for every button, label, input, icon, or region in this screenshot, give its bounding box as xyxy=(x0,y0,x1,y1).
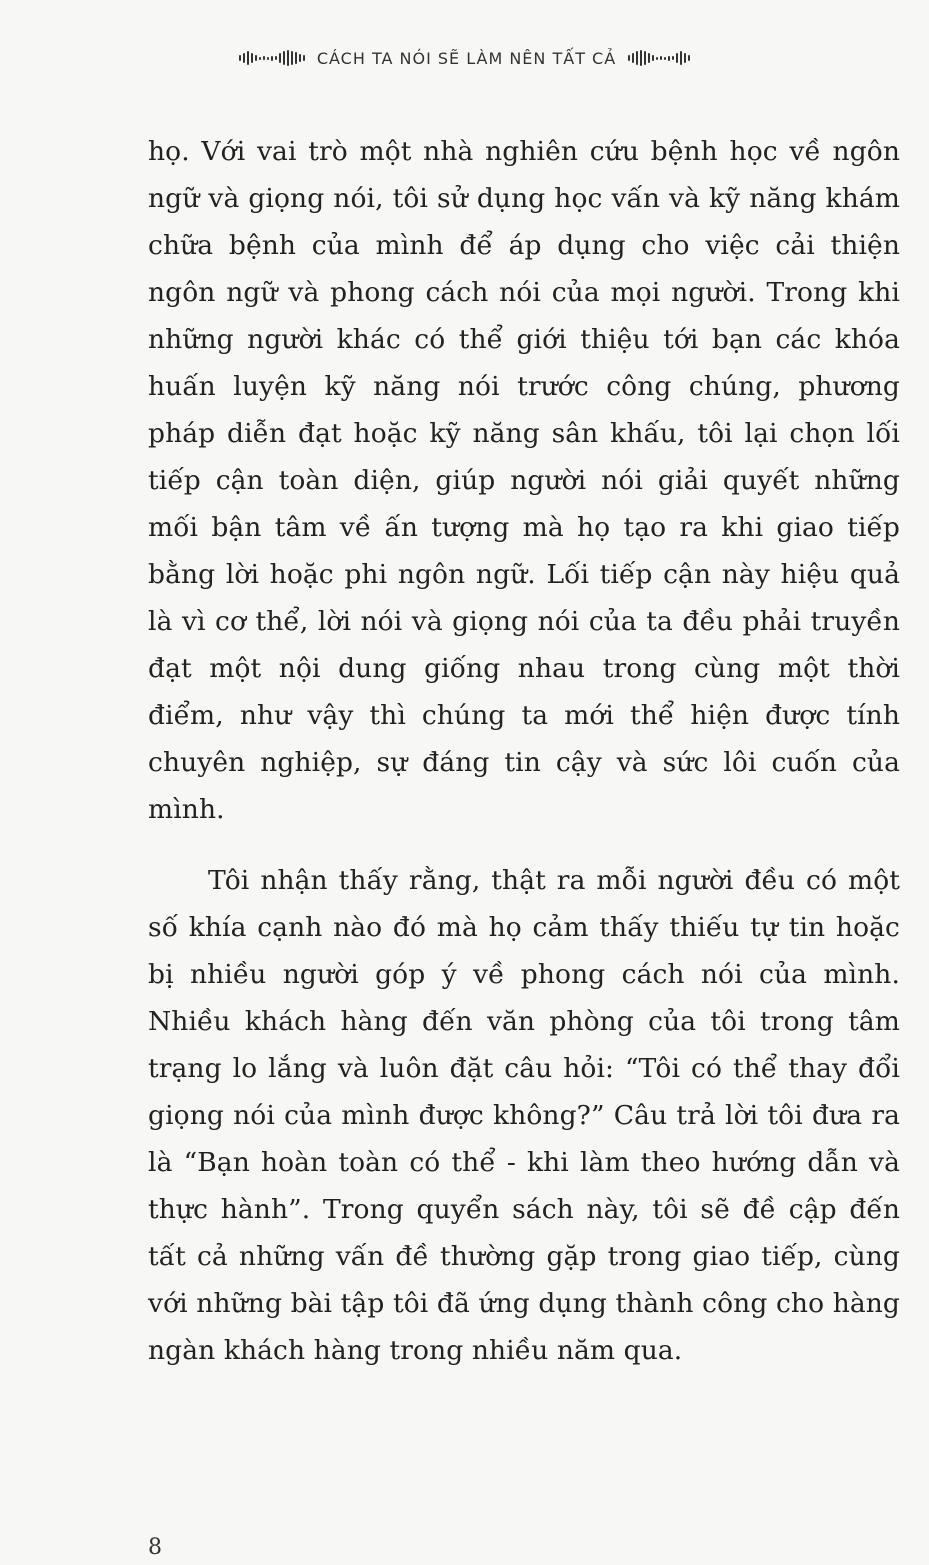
paragraph-1: họ. Với vai trò một nhà nghiên cứu bệnh học về ngôn ngữ và giọng nói, tôi sử dụng học vấn và kỹ năng khám chữa bệnh của mình để áp dụng cho việc cải thiện ngôn ngữ và phong cách nói của mọi người. Trong khi những người khác có thể giới thiệu tới bạn các khóa huấn luyện kỹ năng nói trước công chúng, phương pháp diễn đạt hoặc kỹ năng sân khấu, tôi lại chọn lối tiếp cận toàn diện, giúp người nói giải quyết những mối bận tâm về ấn tượng mà họ tạo ra khi giao tiếp bằng lời hoặc phi ngôn ngữ. Lối tiếp cận này hiệu quả là vì cơ thể, lời nói và giọng nói của ta đều phải truyền đạt một nội dung giống nhau trong cùng một thời điểm, như vậy thì chúng ta mới thể hiện được tính chuyên nghiệp, sự đáng tin cậy và sức lôi cuốn của mình. xyxy=(148,136,900,825)
page-number: 8 xyxy=(148,1535,162,1560)
body-text xyxy=(148,128,900,1374)
running-head-title: CÁCH TA NÓI SẼ LÀM NÊN TẤT CẢ xyxy=(316,48,617,68)
sound-wave-right-icon xyxy=(628,48,690,68)
paragraph-2: Tôi nhận thấy rằng, thật ra mỗi người đều có một số khía cạnh nào đó mà họ cảm thấy thiếu tự tin hoặc bị nhiều người góp ý về phong cách nói của mình. Nhiều khách hàng đến văn phòng của tôi trong tâm trạng lo lắng và luôn đặt câu hỏi: “Tôi có thể thay đổi giọng nói của mình được không?” Câu trả lời tôi đưa ra là “Bạn hoàn toàn có thể - khi làm theo hướng dẫn và thực hành”. Trong quyển sách này, tôi sẽ đề cập đến tất cả những vấn đề thường gặp trong giao tiếp, cùng với những bài tập tôi đã ứng dụng thành công cho hàng ngàn khách hàng trong nhiều năm qua. xyxy=(148,865,900,1366)
running-header xyxy=(0,38,929,78)
sound-wave-left-icon xyxy=(239,48,305,68)
